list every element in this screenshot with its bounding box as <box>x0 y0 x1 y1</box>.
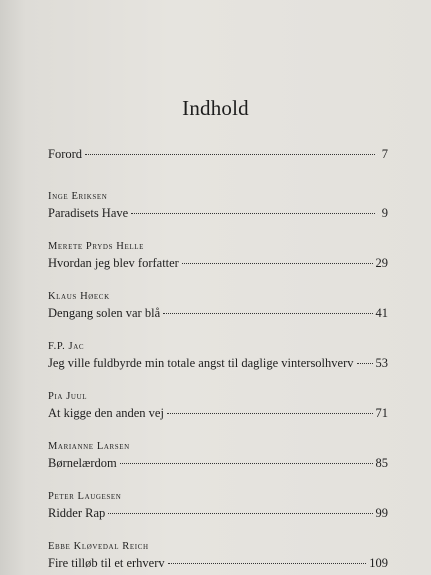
dot-leader <box>120 462 373 464</box>
toc-author: F.P. Jac <box>48 341 85 352</box>
toc-page-number: 7 <box>381 147 388 161</box>
toc-page-number: 99 <box>375 506 388 520</box>
toc-title: Paradisets Have <box>48 206 129 220</box>
toc-entry <box>48 439 388 472</box>
toc-line <box>48 405 388 422</box>
toc-line <box>48 355 388 372</box>
toc-page-number: 29 <box>375 256 388 270</box>
toc-line <box>48 455 388 472</box>
toc-entry <box>48 289 388 322</box>
toc-line <box>48 305 388 322</box>
toc-entry <box>48 339 388 372</box>
toc-author: Inge Eriksen <box>48 191 108 202</box>
toc-entry <box>48 239 388 272</box>
dot-leader <box>85 153 375 155</box>
toc-page-number: 109 <box>369 556 388 570</box>
toc-entry <box>48 189 388 222</box>
toc-author: Marianne Larsen <box>48 441 130 452</box>
toc-line <box>48 555 388 572</box>
toc-title: Fire tilløb til et erhverv <box>48 556 165 570</box>
toc-title: Børnelærdom <box>48 456 117 470</box>
dot-leader <box>182 262 373 264</box>
toc-title: Hvordan jeg blev forfatter <box>48 256 179 270</box>
toc-page-number: 85 <box>375 456 388 470</box>
page-title: Indhold <box>182 96 249 120</box>
toc-entry-forord <box>48 146 388 163</box>
toc-entry <box>48 539 388 572</box>
toc-line <box>48 255 388 272</box>
dot-leader <box>167 412 373 414</box>
toc-author: Peter Laugesen <box>48 491 122 502</box>
toc-entry <box>48 389 388 422</box>
toc-title: At kigge den anden vej <box>48 406 164 420</box>
dot-leader <box>357 362 373 364</box>
toc-author: Ebbe Kløvedal Reich <box>48 541 149 552</box>
toc-author: Merete Pryds Helle <box>48 241 144 252</box>
table-of-contents <box>48 146 388 575</box>
toc-title: Jeg ville fuldbyrde min totale angst til daglige vintersolhverv <box>48 356 354 370</box>
dot-leader <box>168 562 367 564</box>
dot-leader <box>131 212 375 214</box>
toc-author: Pia Juul <box>48 391 88 402</box>
toc-page-number: 9 <box>381 206 388 220</box>
toc-page-number: 71 <box>375 406 388 420</box>
toc-line <box>48 146 388 163</box>
toc-entry <box>48 489 388 522</box>
dot-leader <box>108 512 372 514</box>
toc-author: Klaus Høeck <box>48 291 110 302</box>
toc-line <box>48 505 388 522</box>
toc-title: Forord <box>48 147 83 161</box>
toc-line <box>48 205 388 222</box>
toc-page-number: 41 <box>375 306 388 320</box>
toc-title: Ridder Rap <box>48 506 106 520</box>
toc-title: Dengang solen var blå <box>48 306 161 320</box>
toc-page-number: 53 <box>375 356 388 370</box>
dot-leader <box>163 312 372 314</box>
